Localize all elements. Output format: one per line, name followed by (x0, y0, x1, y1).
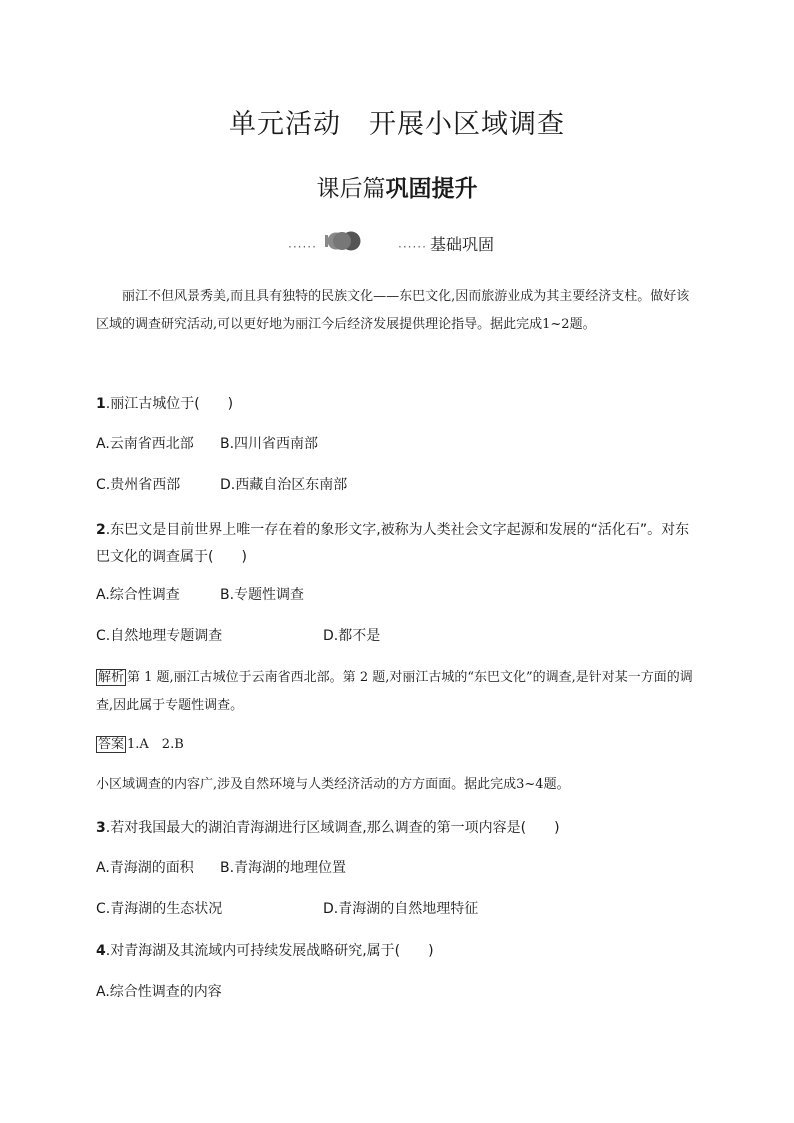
question-text: .东巴文是目前世界上唯一存在着的象形文字,被称为人类社会文字起源和发展的“活化石”。对东巴文化的调查属于( ) (96, 522, 690, 565)
option-d: D.西藏自治区东南部 (220, 477, 348, 493)
question-text: .对青海湖及其流域内可持续发展战略研究,属于( ) (105, 943, 434, 959)
answer-block (96, 735, 184, 755)
section-badge-icon (325, 229, 367, 253)
intro-paragraph-1: 丽江不但风景秀美,而且具有独特的民族文化——东巴文化,因而旅游业成为其主要经济支柱。做好该区域的调查研究活动,可以更好地为丽江今后经济发展提供理论指导。据此完成1~2题。 (96, 289, 690, 332)
option-b: B.四川省西南部 (220, 436, 319, 452)
subtitle-plain: 课后篇 (316, 176, 386, 202)
analysis-text: 第 1 题,丽江古城位于云南省西北部。第 2 题,对丽江古城的“东巴文化”的调查,是针对某一方面的调查,因此属于专题性调查。 (96, 670, 693, 713)
analysis-block (96, 664, 696, 720)
option-b: B.青海湖的地理位置 (220, 860, 347, 876)
option-a: A.综合性调查的内容 (96, 984, 222, 1000)
subtitle-bold: 巩固提升 (385, 176, 478, 202)
page-subtitle (0, 170, 794, 203)
option-a: A.综合性调查 (96, 587, 180, 603)
question-number: 3 (96, 820, 106, 836)
option-c: C.青海湖的生态状况 (96, 901, 223, 917)
question-1 (96, 394, 233, 414)
option-c: C.贵州省西部 (96, 477, 181, 493)
option-a: A.青海湖的面积 (96, 860, 194, 876)
question-4 (96, 941, 434, 961)
answer-tag: 答案 (98, 737, 125, 752)
question-text: .丽江古城位于( ) (105, 396, 234, 412)
question-2 (96, 517, 700, 571)
page-title: 单元活动 开展小区域调查 (229, 109, 565, 140)
option-c: C.自然地理专题调查 (96, 628, 223, 644)
intro-paragraph-2: 小区域调查的内容广,涉及自然环境与人类经济活动的方方面面。据此完成3~4题。 (96, 777, 570, 792)
section-label: 基础巩固 (430, 235, 495, 254)
option-a: A.云南省西北部 (96, 436, 194, 452)
option-d: D.都不是 (323, 628, 381, 644)
question-number: 2 (96, 522, 106, 538)
question-number: 4 (96, 943, 106, 959)
option-d: D.青海湖的自然地理特征 (323, 901, 479, 917)
question-3 (96, 818, 560, 838)
answer-text: 1.A 2.B (127, 737, 184, 752)
option-b: B.专题性调查 (220, 587, 305, 603)
section-header (288, 229, 528, 253)
dotted-leader: ······ (398, 240, 427, 254)
question-number: 1 (96, 396, 106, 412)
question-text: .若对我国最大的湖泊青海湖进行区域调查,那么调查的第一项内容是( ) (105, 820, 560, 836)
dotted-leader: ······ (288, 240, 317, 254)
analysis-tag: 解析 (98, 670, 125, 685)
